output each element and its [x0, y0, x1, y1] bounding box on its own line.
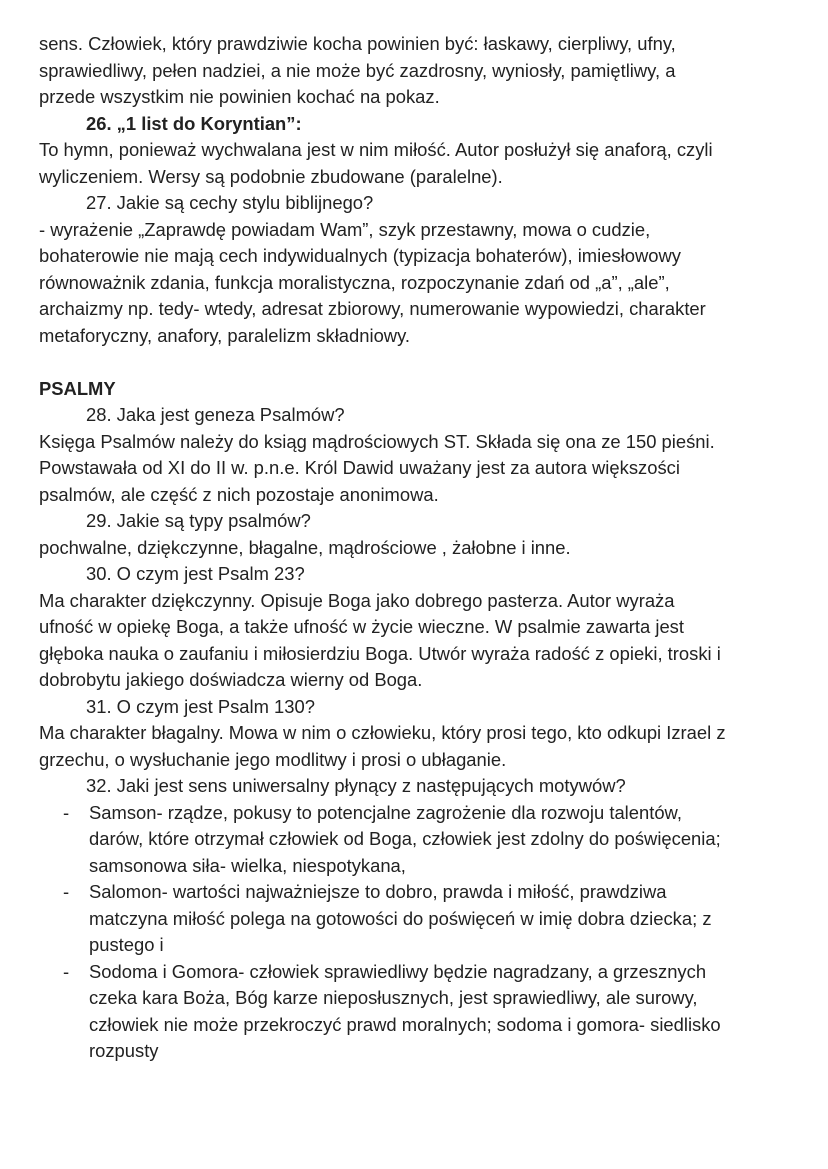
answer-28	[39, 429, 809, 509]
question-31: 31. O czym jest Psalm 130?	[86, 695, 315, 717]
answer-26	[39, 137, 809, 190]
question-27: 27. Jakie są cechy stylu biblijnego?	[86, 192, 374, 213]
text-line: czeka kara Boża, Bóg karze nieposłusznych, jest sprawiedliwy, ale surowy,	[89, 987, 698, 1008]
text-line: pustego i	[89, 934, 164, 955]
question-28: 28. Jaka jest geneza Psalmów?	[86, 404, 345, 425]
bullet-dash: -	[63, 801, 70, 823]
document-page	[39, 31, 809, 1065]
text-line: Powstawała od XI do II w. p.n.e. Król Dawid uważany jest za autora większości	[39, 457, 680, 478]
text-line: samsonowa siła- wielka, niespotykana,	[89, 854, 406, 876]
list-item-sodoma	[39, 959, 809, 1065]
question-30: 30. O czym jest Psalm 23?	[86, 563, 305, 584]
text-line: rozpusty	[89, 1040, 159, 1061]
text-line: przede wszystkim nie powinien kochać na pokaz.	[39, 86, 440, 107]
text-line: wyliczeniem. Wersy są podobnie zbudowane (paralelne).	[39, 165, 503, 187]
text-line: Sodoma i Gomora- człowiek sprawiedliwy będzie nagradzany, a grzesznych	[89, 960, 707, 982]
text-line: Samson- rządze, pokusy to potencjalne zagrożenie dla rozwoju talentów,	[89, 801, 682, 823]
text-line: metaforyczny, anafory, paralelizm składniowy.	[39, 324, 411, 346]
bullet-dash: -	[63, 960, 70, 982]
answer-29	[39, 535, 809, 562]
text-line: ufność w opiekę Boga, a także ufność w życie wieczne. W psalmie zawarta jest	[39, 616, 684, 637]
text-line: bohaterowie nie mają cech indywidualnych (typizacja bohaterów), imiesłowowy	[39, 245, 681, 266]
text-line: To hymn, ponieważ wychwalana jest w nim miłość. Autor posłużył się anaforą, czyli	[39, 139, 713, 160]
list-item-salomon	[39, 879, 809, 959]
text-line: Ma charakter błagalny. Mowa w nim o człowieku, który prosi tego, kto odkupi Izrael z	[39, 722, 726, 743]
answer-30	[39, 588, 809, 694]
text-line: Ma charakter dziękczynny. Opisuje Boga jako dobrego pasterza. Autor wyraża	[39, 589, 675, 611]
answer-27	[39, 217, 809, 350]
section-spacer	[39, 349, 809, 376]
question-26: 26. „1 list do Koryntian”:	[86, 112, 302, 134]
text-line: sprawiedliwy, pełen nadziei, a nie może być zazdrosny, wyniosły, pamiętliwy, a	[39, 59, 676, 81]
text-line: sens. Człowiek, który prawdziwie kocha powinien być: łaskawy, cierpliwy, ufny,	[39, 33, 676, 54]
text-line: darów, które otrzymał człowiek od Boga, człowiek jest zdolny do poświęcenia;	[89, 828, 721, 849]
section-heading-psalmy: PSALMY	[39, 377, 116, 399]
text-line: człowiek nie może przekroczyć prawd moralnych; sodoma i gomora- siedlisko	[89, 1013, 721, 1035]
answer-31	[39, 720, 809, 773]
text-line: Salomon- wartości najważniejsze to dobro, prawda i miłość, prawdziwa	[89, 881, 667, 902]
question-32: 32. Jaki jest sens uniwersalny płynący z następujących motywów?	[86, 775, 626, 796]
text-line: psalmów, ale część z nich pozostaje anonimowa.	[39, 483, 439, 505]
list-item-samson	[39, 800, 809, 880]
text-line: matczyna miłość polega na gotowości do poświęceń w imię dobra dziecka; z	[89, 907, 712, 929]
text-line: Księga Psalmów należy do ksiąg mądrościowych ST. Składa się ona ze 150 pieśni.	[39, 430, 715, 452]
text-line: dobrobytu jakiego doświadcza wierny od Boga.	[39, 669, 423, 690]
question-29: 29. Jakie są typy psalmów?	[86, 510, 311, 531]
intro-paragraph	[39, 31, 809, 111]
text-line: archaizmy np. tedy- wtedy, adresat zbiorowy, numerowanie wypowiedzi, charakter	[39, 298, 706, 319]
text-line: pochwalne, dziękczynne, błagalne, mądrościowe , żałobne i inne.	[39, 536, 571, 558]
text-line: głęboka nauka o zaufaniu i miłosierdziu Boga. Utwór wyraża radość z opieki, troski i	[39, 642, 721, 664]
text-line: - wyrażenie „Zaprawdę powiadam Wam”, szyk przestawny, mowa o cudzie,	[39, 218, 651, 240]
bullet-dash: -	[63, 881, 70, 902]
text-line: grzechu, o wysłuchanie jego modlitwy i prosi o ubłaganie.	[39, 748, 507, 770]
motif-list	[39, 800, 809, 1065]
text-line: równoważnik zdania, funkcja moralistyczna, rozpoczynanie zdań od „a”, „ale”,	[39, 271, 670, 293]
